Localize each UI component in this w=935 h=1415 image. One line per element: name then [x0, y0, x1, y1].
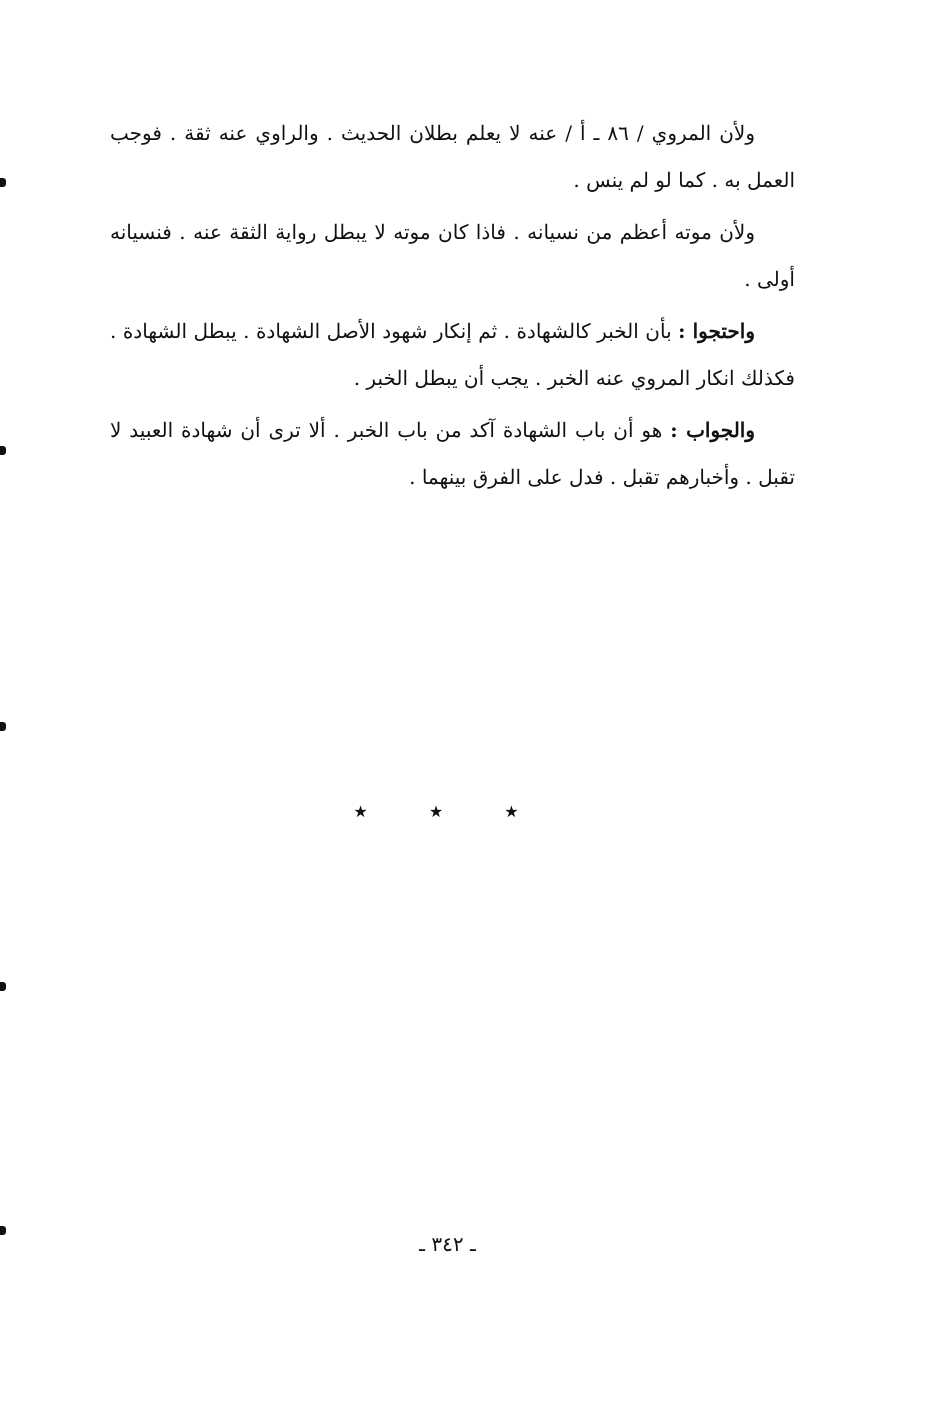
paragraph-lead: واحتجوا : — [678, 319, 755, 343]
binding-hole-mark — [0, 1226, 6, 1235]
paragraph-text: بأن الخبر كالشهادة . ثم إنكار شهود الأصل الشهادة . يبطل الشهادة . فكذلك انكار المروي عنه الخبر . يجب أن يبطل الخبر . — [110, 319, 795, 390]
binding-hole-mark — [0, 722, 6, 731]
section-separator: ★ ★ ★ — [353, 802, 547, 821]
binding-hole-mark — [0, 982, 6, 991]
body-text — [110, 110, 795, 506]
paragraph-text: ولأن المروي / ٨٦ ـ أ / عنه لا يعلم بطلان الحديث . والراوي عنه ثقة . فوجب العمل به . كما لو لم ينس . — [110, 121, 795, 192]
binding-hole-mark — [0, 446, 6, 455]
paragraph-2 — [110, 209, 795, 303]
paragraph-text: هو أن باب الشهادة آكد من باب الخبر . ألا ترى أن شهادة العبيد لا تقبل . وأخبارهم تقبل . فدل على الفرق بينهما . — [110, 418, 795, 489]
paragraph-3 — [110, 308, 795, 402]
paragraph-lead: والجواب : — [670, 418, 756, 442]
paragraph-1 — [110, 110, 795, 204]
page-number: ـ ٣٤٢ ـ — [419, 1232, 476, 1256]
paragraph-text: ولأن موته أعظم من نسيانه . فاذا كان موته لا يبطل رواية الثقة عنه . فنسيانه أولى . — [110, 220, 795, 291]
binding-hole-mark — [0, 178, 6, 187]
paragraph-4 — [110, 407, 795, 501]
